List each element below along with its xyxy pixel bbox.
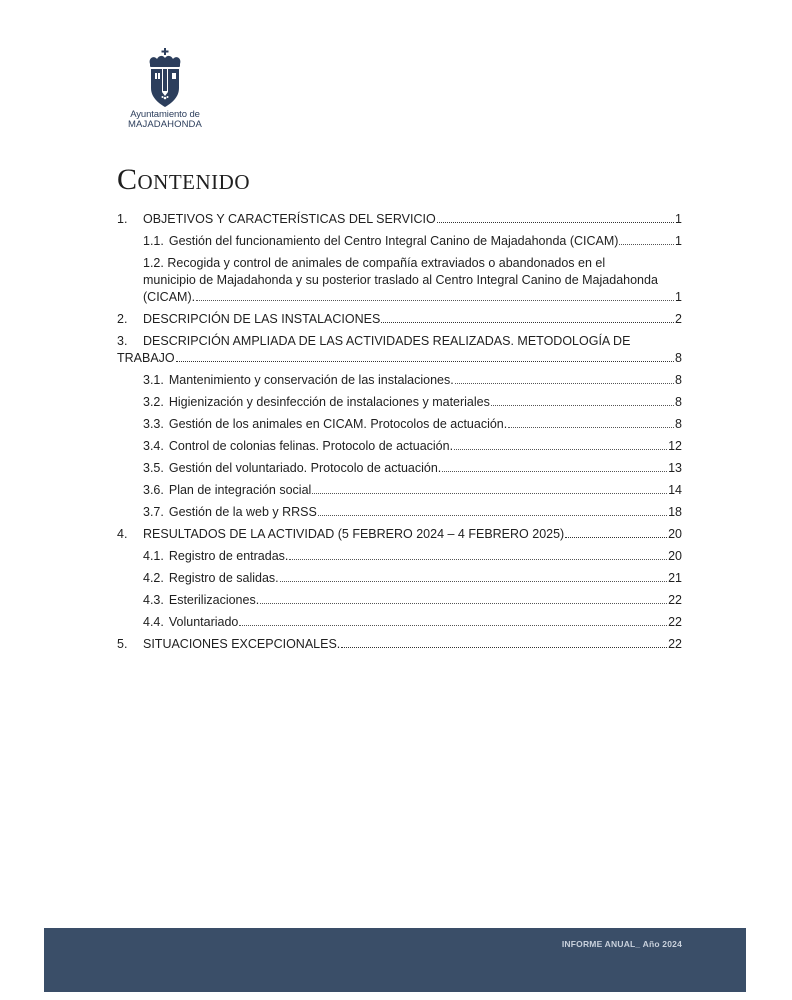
toc-label: RESULTADOS DE LA ACTIVIDAD (5 FEBRERO 2024 – 4 FEBRERO 2025)	[143, 527, 565, 541]
toc-number: 1.	[117, 212, 128, 226]
toc-number: 4.4.	[143, 615, 164, 629]
toc-entry-3-4[interactable]	[117, 438, 682, 455]
dot-leader	[437, 222, 674, 223]
toc-page-number: 8	[675, 351, 682, 365]
table-of-contents	[117, 211, 682, 658]
toc-entry-1[interactable]	[117, 211, 682, 228]
toc-label: Control de colonias felinas. Protocolo de actuación.	[168, 439, 454, 453]
toc-page-number: 22	[668, 593, 682, 607]
toc-entry-3-3[interactable]	[117, 416, 682, 433]
dot-leader	[619, 244, 674, 245]
toc-number: 1.2.	[143, 256, 164, 270]
organization-logo	[110, 48, 220, 130]
toc-label: Gestión de los animales en CICAM. Protocolos de actuación.	[168, 417, 508, 431]
page-footer-bar	[44, 928, 746, 992]
toc-entry-2[interactable]	[117, 311, 682, 328]
footer-text: INFORME ANUAL_ Año 2024	[561, 939, 682, 949]
toc-label: Mantenimiento y conservación de las instalaciones.	[168, 373, 454, 387]
toc-page-number: 8	[675, 395, 682, 409]
dot-leader	[341, 647, 667, 648]
toc-label: OBJETIVOS Y CARACTERÍSTICAS DEL SERVICIO	[143, 212, 436, 226]
toc-entry-4-2[interactable]	[117, 570, 682, 587]
dot-leader	[239, 625, 667, 626]
dot-leader	[260, 603, 667, 604]
toc-label: Higienización y desinfección de instalaciones y materiales	[168, 395, 490, 409]
toc-page-number: 13	[668, 461, 682, 475]
toc-label: Gestión de la web y RRSS	[168, 505, 317, 519]
toc-number: 4.3.	[143, 593, 164, 607]
toc-page-number: 20	[668, 527, 682, 541]
toc-number: 3.	[117, 334, 128, 348]
toc-page-number: 12	[668, 439, 682, 453]
toc-page-number: 14	[668, 483, 682, 497]
toc-page-number: 8	[675, 373, 682, 387]
logo-text-line2: MAJADAHONDA	[128, 119, 202, 130]
toc-label: Registro de entradas.	[168, 549, 289, 563]
toc-label: Registro de salidas.	[168, 571, 279, 585]
toc-label: Gestión del funcionamiento del Centro Integral Canino de Majadahonda (CICAM)	[168, 234, 619, 248]
toc-label: Gestión del voluntariado. Protocolo de actuación.	[168, 461, 442, 475]
toc-label: DESCRIPCIÓN DE LAS INSTALACIONES	[143, 312, 381, 326]
dot-leader	[280, 581, 667, 582]
toc-entry-4-4[interactable]	[117, 614, 682, 631]
toc-label: Esterilizaciones.	[168, 593, 260, 607]
toc-page-number: 22	[668, 637, 682, 651]
toc-number: 3.6.	[143, 483, 164, 497]
toc-entry-3-7[interactable]	[117, 504, 682, 521]
toc-label: Plan de integración social	[168, 483, 312, 497]
toc-label: Voluntariado	[168, 615, 239, 629]
toc-label-line1: Recogida y control de animales de compañía extraviados o abandonados en el	[167, 256, 606, 270]
toc-number: 3.1.	[143, 373, 164, 387]
dot-leader	[318, 515, 667, 516]
toc-number: 4.2.	[143, 571, 164, 585]
dot-leader	[381, 322, 674, 323]
toc-label-line1: DESCRIPCIÓN AMPLIADA DE LAS ACTIVIDADES REALIZADAS. METODOLOGÍA DE	[143, 334, 631, 348]
toc-entry-3[interactable]	[117, 333, 682, 367]
toc-entry-3-1[interactable]	[117, 372, 682, 389]
toc-label: SITUACIONES EXCEPCIONALES.	[143, 637, 341, 651]
dot-leader	[176, 361, 674, 362]
coat-of-arms-icon	[146, 48, 184, 108]
toc-number: 5.	[117, 637, 128, 651]
toc-page-number: 18	[668, 505, 682, 519]
dot-leader	[508, 427, 674, 428]
toc-number: 3.2.	[143, 395, 164, 409]
toc-entry-3-2[interactable]	[117, 394, 682, 411]
toc-page-number: 1	[675, 234, 682, 248]
toc-number: 3.5.	[143, 461, 164, 475]
toc-entry-4-3[interactable]	[117, 592, 682, 609]
toc-number: 2.	[117, 312, 128, 326]
toc-number: 3.3.	[143, 417, 164, 431]
dot-leader	[565, 537, 667, 538]
toc-entry-1-2[interactable]	[117, 255, 682, 306]
dot-leader	[455, 383, 674, 384]
toc-entry-3-6[interactable]	[117, 482, 682, 499]
toc-label-line2: TRABAJO	[117, 351, 175, 365]
dot-leader	[491, 405, 674, 406]
logo-text-line1: Ayuntamiento de	[130, 109, 200, 120]
toc-number: 1.1.	[143, 234, 164, 248]
toc-entry-3-5[interactable]	[117, 460, 682, 477]
dot-leader	[454, 449, 667, 450]
toc-page-number: 1	[675, 212, 682, 226]
toc-page-number: 20	[668, 549, 682, 563]
toc-number: 3.7.	[143, 505, 164, 519]
toc-page-number: 1	[675, 290, 682, 304]
dot-leader	[289, 559, 667, 560]
toc-number: 3.4.	[143, 439, 164, 453]
toc-page-number: 8	[675, 417, 682, 431]
page-title: Contenido	[117, 163, 250, 196]
toc-entry-4[interactable]	[117, 526, 682, 543]
dot-leader	[312, 493, 667, 494]
toc-number: 4.	[117, 527, 128, 541]
toc-entry-4-1[interactable]	[117, 548, 682, 565]
toc-label-line2: municipio de Majadahonda y su posterior traslado al Centro Integral Canino de Majadahonda	[143, 273, 658, 287]
dot-leader	[442, 471, 667, 472]
toc-entry-5[interactable]	[117, 636, 682, 653]
toc-entry-1-1[interactable]	[117, 233, 682, 250]
toc-page-number: 2	[675, 312, 682, 326]
toc-number: 4.1.	[143, 549, 164, 563]
toc-page-number: 22	[668, 615, 682, 629]
toc-label-line3: (CICAM).	[143, 290, 196, 304]
toc-page-number: 21	[668, 571, 682, 585]
dot-leader	[196, 300, 674, 301]
